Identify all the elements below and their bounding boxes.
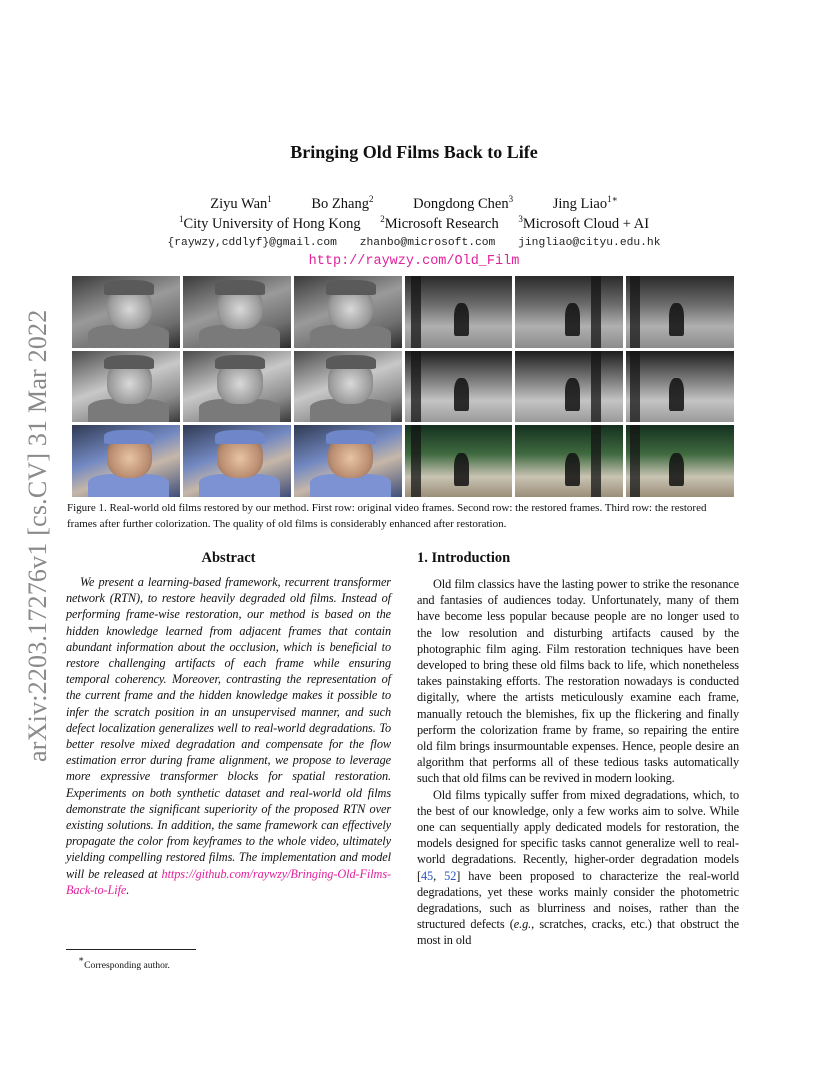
paper-title: Bringing Old Films Back to Life [290,142,538,162]
figure-1-image-grid [72,276,734,497]
email: jingliao@cityu.edu.hk [518,237,661,249]
frame-restored-street [515,351,623,423]
figure-caption: Figure 1. Real-world old films restored by our method. First row: original video frames. Second row: the restored frames. Third row: the restored frames after further colorization. The quality of old films is considerably enhanced after restoration. [67,502,707,530]
frame-original-portrait [294,276,402,348]
frame-colorized-street [405,425,513,497]
footnote: ∗Corresponding author. [78,954,170,971]
intro-paragraph: Old films typically suffer from mixed degradations, which, to the best of our knowledge, only a few works aim to solve. While one can sequentially apply dedicated models for restoration, the models designed for specific tasks cannot generalize well to real-world degradations. Recently, higher-order degradation models [45, 52] have been proposed to characterize the real-world degradations, yet these works mainly consider the photometric degradations, such as blurriness and noises, rather than the structured defects (e.g., scratches, cracks, etc.) that obstruct the most in old [417,787,739,948]
frame-original-street [405,276,513,348]
frame-restored-street [405,351,513,423]
author: Ziyu Wan$^1$ [210,194,272,212]
abstract-heading: Abstract [201,550,256,566]
citation-link[interactable]: 45 [421,868,434,883]
email: zhanbo@microsoft.com [359,237,496,249]
frame-colorized-portrait [294,425,402,497]
frame-colorized-portrait [72,425,180,497]
frame-colorized-street [626,425,734,497]
author: Jing Liao$^{1∗}$ [552,194,618,212]
frame-colorized-street [515,425,623,497]
frame-original-portrait [183,276,291,348]
frame-colorized-portrait [183,425,291,497]
author: Bo Zhang$^2$ [311,194,374,212]
email: {raywzy,cddlyf}@gmail.com [167,237,337,249]
arxiv-identifier: arXiv:2203.17276v1 [cs.CV] 31 Mar 2022 [23,309,52,762]
frame-restored-street [626,351,734,423]
author: Dongdong Chen$^3$ [413,194,514,212]
abstract-section [66,548,391,898]
frame-restored-portrait [183,351,291,423]
intro-paragraph: Old film classics have the lasting power to strike the resonance and fantasies of audiences today. Unfortunately, many of them have become less popular because people are no longer used to the low resolution and disturbing artifacts caused by the photographic film aging. Film restoration techniques have been developed to bring these old films back to life, which nonetheless takes painstaking efforts. The restoration nowadays is conducted digitally, where the artists meticulously examine each frame, manually retouch the blemishes, fix up the flickering and finally perform the colorization frame by frame, so repairing the entire old film brings insurmountable expenses. Hence, people desire an algorithm that performs all of these tedious tasks automatically such that old films can be revived in modern looking. [417,577,739,786]
introduction-section [417,548,739,949]
affiliation-list [0,214,828,233]
affiliation: $^3$Microsoft Cloud + AI [518,214,650,232]
affiliation: $^1$City University of Hong Kong [178,214,361,232]
affiliation: $^2$Microsoft Research [380,214,499,232]
citation-link[interactable]: 52 [444,868,457,883]
project-url-link[interactable]: http://raywzy.com/Old_Film [308,254,520,269]
email-list [0,237,828,249]
code-repository-link[interactable]: https://github.com/raywzy/Bringing-Old-Films-Back-to-Life [66,866,391,897]
frame-original-street [626,276,734,348]
author-list [0,194,828,213]
introduction-heading: 1. Introduction [417,550,511,566]
abstract-body: We present a learning-based framework, recurrent transformer network (RTN), to restore heavily degraded old films. Instead of performing frame-wise restoration, our method is based on the hidden knowledge learned from adjacent frames that contain abundant information about the occlusion, which is beneficial to restore challenging artifacts of each frame while ensuring temporal coherency. Moreover, contrasting the representation of the current frame and the hidden knowledge makes it possible to infer the scratch position in an unsupervised manner, and such defect localization generalizes well to real-world degradations. To better resolve mixed degradation and compensate for the flow estimation error during frame alignment, we propose to leverage more expressive transformer blocks for spatial restoration. Experiments on both synthetic dataset and real-world old films demonstrate the significant superiority of the proposed RTN over existing solutions. In addition, the same framework can effectively propagate the color from keyframes to the whole video, ultimately yielding compelling restored films. The implementation and model will be released at https://github.com/raywzy/Bringing-Old-Films-Back-to-Life. [66,575,391,897]
frame-restored-portrait [294,351,402,423]
footnote-divider [66,949,196,950]
frame-restored-portrait [72,351,180,423]
frame-original-street [515,276,623,348]
frame-original-portrait [72,276,180,348]
